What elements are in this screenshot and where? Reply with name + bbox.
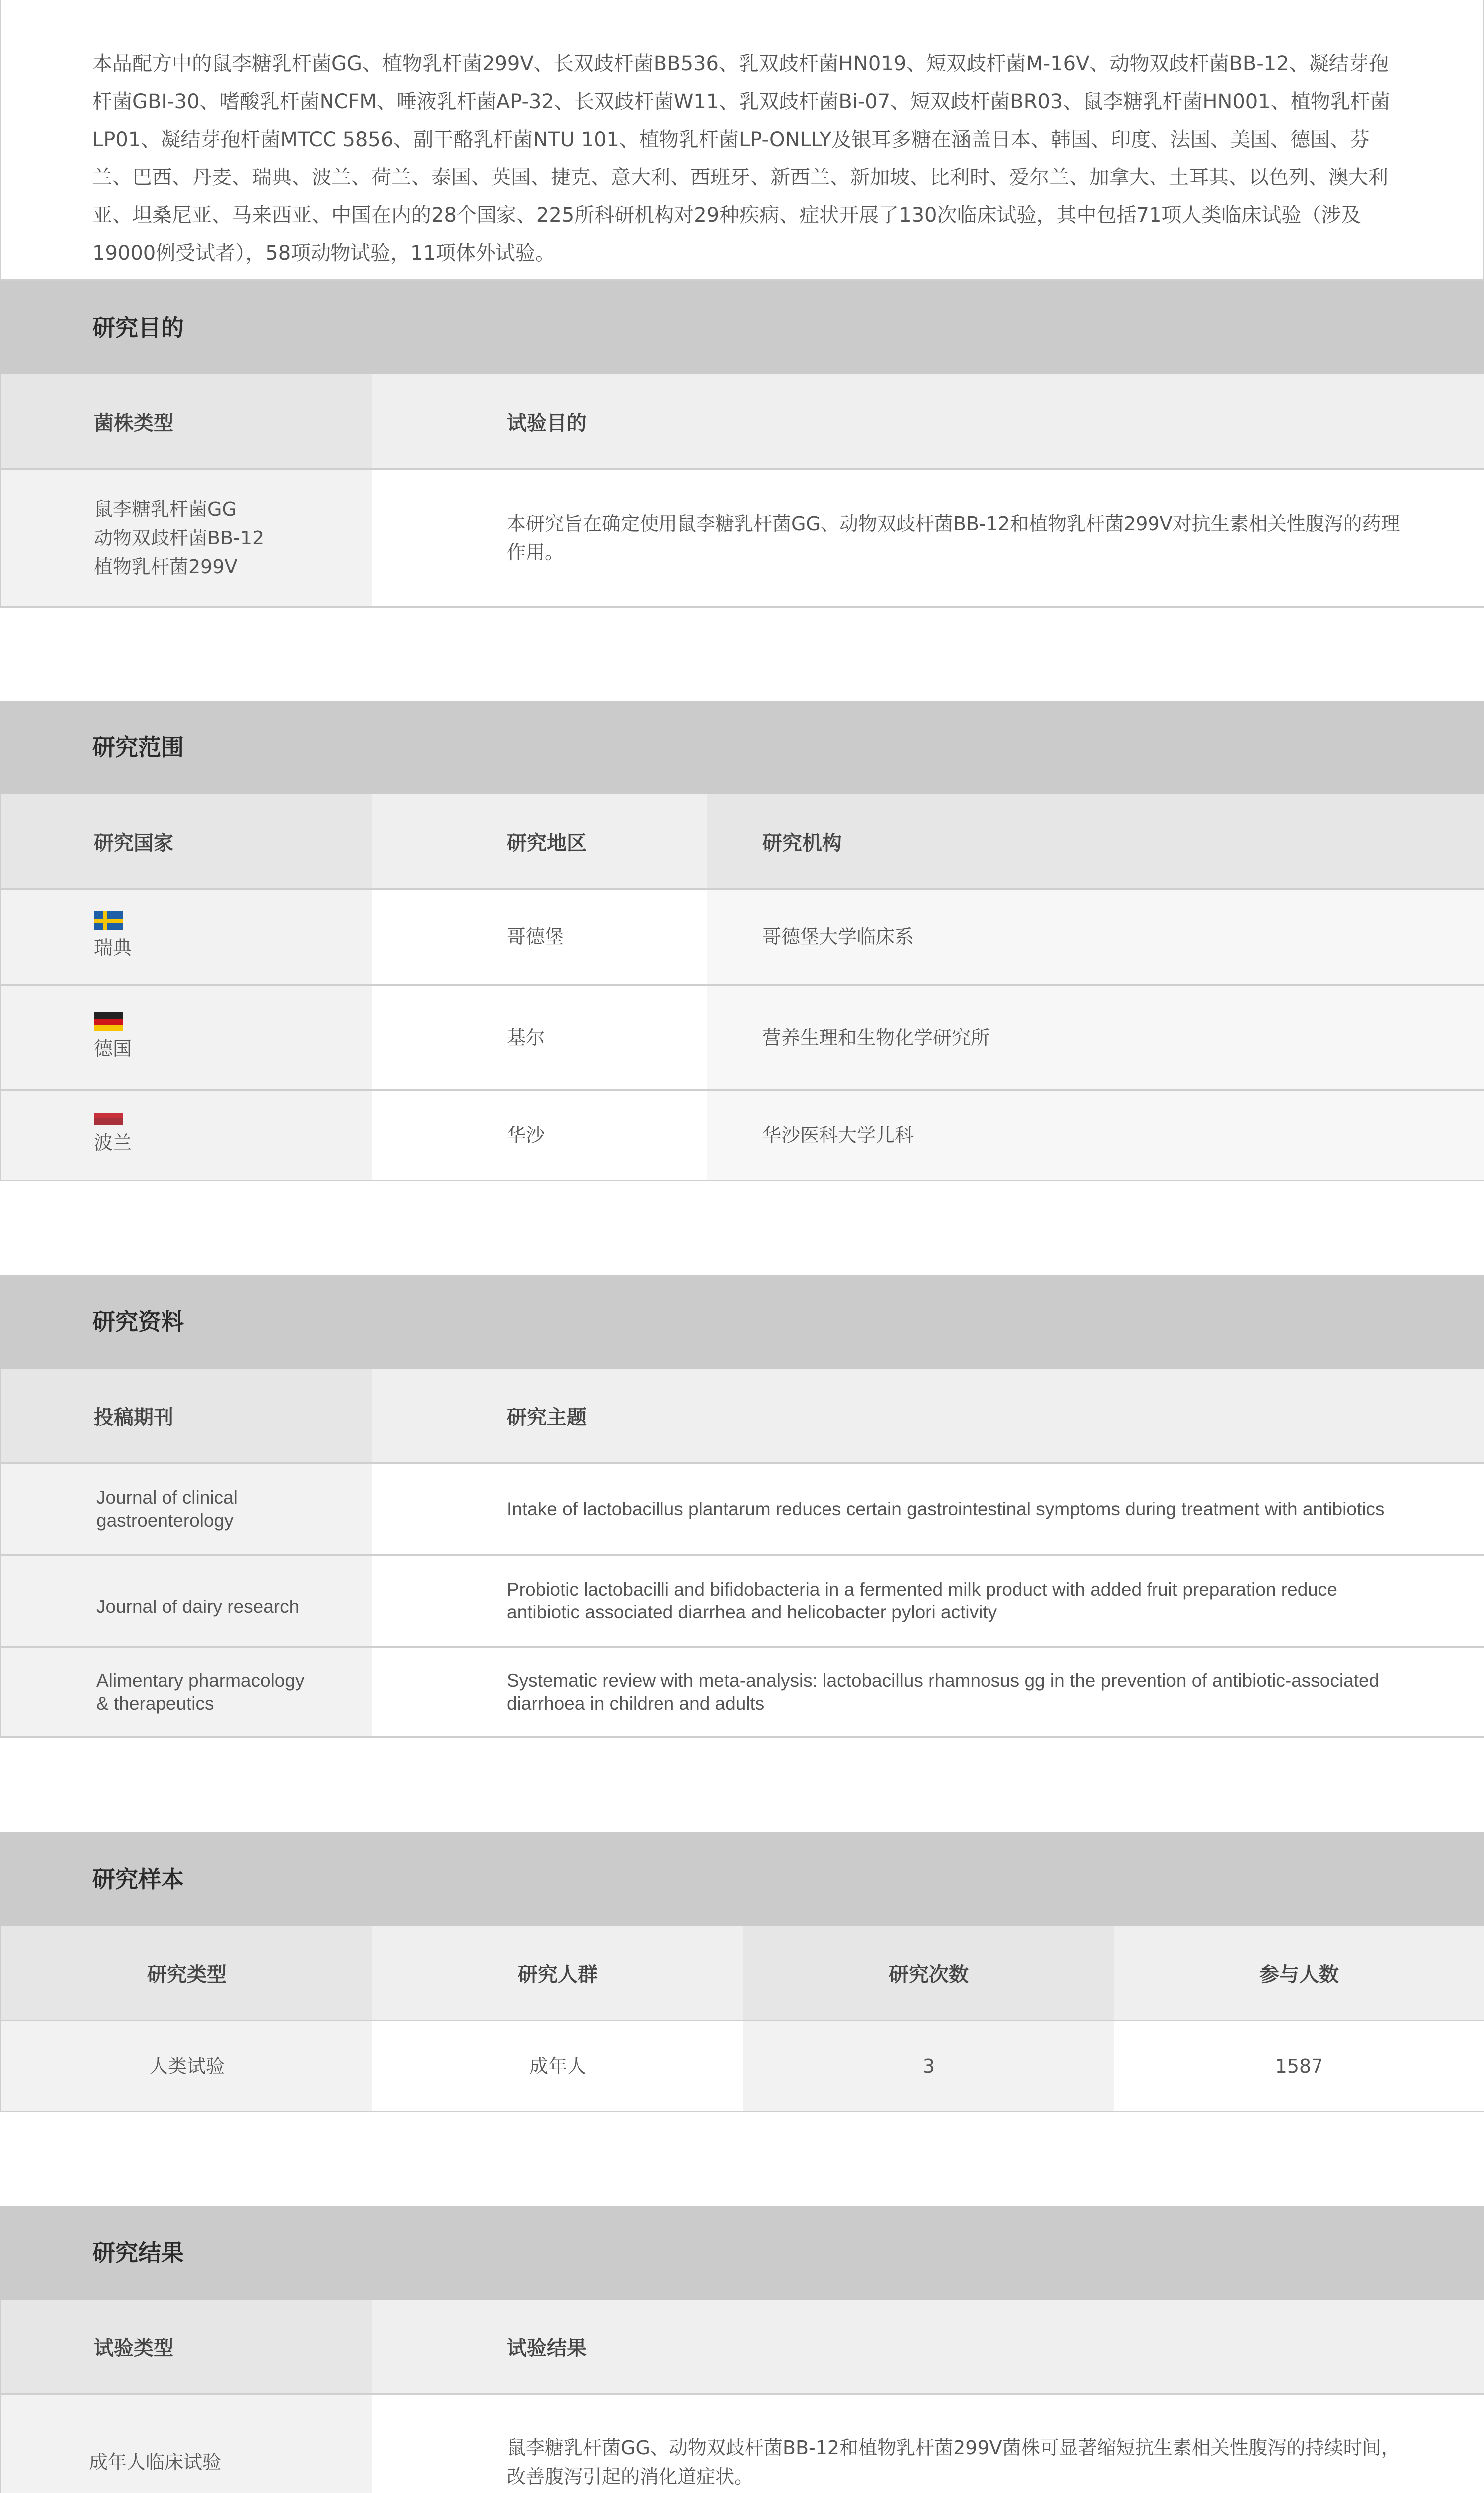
region-name: 基尔 [507, 1027, 545, 1049]
sample-col-population [372, 1926, 743, 2020]
sample-participants-cell [1114, 2021, 1484, 2111]
materials-title: 研究资料 [92, 1308, 184, 1335]
strain-item: 动物双歧杆菌BB-12 [94, 527, 265, 549]
purpose-title: 研究目的 [92, 314, 184, 341]
purpose-goal-text: 本研究旨在确定使用鼠李糖乳杆菌GG、动物双歧杆菌BB-12和植物乳杆菌299V对抗生素相关性腹泻的药理作用。 [507, 513, 1400, 563]
country-name: 瑞典 [94, 937, 132, 959]
scope-col-institution [707, 794, 1484, 888]
purpose-col-goal-label: 试验目的 [507, 411, 587, 435]
region-name: 华沙 [507, 1124, 545, 1146]
sample-col-count [743, 1926, 1114, 2020]
topic-text: Probiotic lactobacilli and bifidobacteria in a fermented milk product with added fruit preparation reduce antibiotic associated diarrhea and helicobacter pylori activity [507, 1579, 1337, 1622]
sample-population-value: 成年人 [529, 2055, 586, 2077]
results-col-type [1, 2300, 372, 2393]
purpose-section-header [0, 281, 1484, 374]
sample-count-cell [743, 2021, 1114, 2111]
materials-table [0, 1369, 1484, 1738]
sample-col-type-label: 研究类型 [147, 1963, 227, 1986]
scope-col-country [1, 794, 372, 888]
scope-col-country-label: 研究国家 [94, 831, 173, 855]
institution-name: 营养生理和生物化学研究所 [762, 1027, 990, 1049]
sample-col-type [1, 1926, 372, 2020]
scope-row-institution [707, 1091, 1484, 1180]
sample-col-count-label: 研究次数 [889, 1963, 969, 1986]
materials-col-journal [1, 1369, 372, 1462]
journal-name-line2: & therapeutics [96, 1693, 214, 1714]
germany-flag-icon [94, 1012, 123, 1031]
purpose-col-strain-label: 菌株类型 [94, 411, 173, 435]
results-title: 研究结果 [92, 2239, 184, 2266]
country-name: 德国 [94, 1038, 132, 1060]
results-result-text: 鼠李糖乳杆菌GG、动物双歧杆菌BB-12和植物乳杆菌299V菌株可显著缩短抗生素相关性腹泻的持续时间，改善腹泻引起的消化道症状。 [507, 2437, 1400, 2488]
topic-cell [372, 1556, 1484, 1646]
region-name: 哥德堡 [507, 926, 564, 948]
scope-title: 研究范围 [92, 734, 184, 761]
topic-cell [372, 1464, 1484, 1554]
sweden-flag-icon [94, 911, 123, 930]
scope-col-region [372, 794, 707, 888]
results-table [0, 2300, 1484, 2493]
scope-row-institution [707, 890, 1484, 984]
results-col-result [372, 2300, 1484, 2393]
scope-table [0, 794, 1484, 1181]
results-col-result-label: 试验结果 [507, 2336, 587, 2360]
scope-row-country [1, 986, 372, 1089]
journal-cell [1, 1648, 372, 1736]
topic-text: Systematic review with meta-analysis: lactobacillus rhamnosus gg in the prevention of antibiotic-associated diarrhoea in children and adults [507, 1670, 1380, 1714]
purpose-col-goal [372, 374, 1484, 468]
journal-name: Journal of dairy research [96, 1597, 300, 1617]
journal-cell [1, 1464, 372, 1554]
sample-section-header [0, 1832, 1484, 1926]
scope-row-country [1, 890, 372, 984]
sample-population-cell [372, 2021, 743, 2111]
sample-col-participants-label: 参与人数 [1259, 1963, 1339, 1986]
scope-row-institution [707, 986, 1484, 1089]
scope-row-region [372, 890, 707, 984]
sample-col-participants [1114, 1926, 1484, 2020]
topic-text: Intake of lactobacillus plantarum reduces certain gastrointestinal symptoms during treatment with antibiotics [507, 1498, 1385, 1519]
purpose-goal-cell [372, 470, 1484, 606]
materials-col-topic-label: 研究主题 [507, 1406, 587, 1429]
purpose-table [0, 374, 1484, 608]
scope-col-institution-label: 研究机构 [762, 831, 842, 855]
journal-name: Journal of clinical gastroenterology [96, 1487, 238, 1531]
scope-col-region-label: 研究地区 [507, 831, 587, 855]
sample-participants-value: 1587 [1275, 2055, 1323, 2077]
scope-row-region [372, 1091, 707, 1180]
sample-col-population-label: 研究人群 [518, 1963, 598, 1986]
results-result-cell [372, 2395, 1484, 2493]
country-name: 波兰 [94, 1132, 132, 1154]
materials-section-header [0, 1275, 1484, 1369]
journal-cell [1, 1556, 372, 1646]
strain-item: 鼠李糖乳杆菌GG [94, 498, 237, 520]
materials-col-topic [372, 1369, 1484, 1462]
sample-table [0, 1926, 1484, 2112]
purpose-strain-cell [1, 470, 372, 606]
results-type-value: 成年人临床试验 [89, 2451, 222, 2473]
intro-box [0, 0, 1484, 281]
results-type-cell [1, 2395, 372, 2493]
purpose-col-strain [1, 374, 372, 468]
poland-flag-icon [94, 1113, 123, 1125]
sample-type-value: 人类试验 [149, 2055, 225, 2077]
results-section-header [0, 2206, 1484, 2300]
strain-item: 植物乳杆菌299V [94, 556, 238, 578]
sample-title: 研究样本 [92, 1866, 184, 1893]
institution-name: 哥德堡大学临床系 [762, 926, 914, 948]
materials-col-journal-label: 投稿期刊 [94, 1406, 173, 1429]
institution-name: 华沙医科大学儿科 [762, 1124, 914, 1146]
scope-section-header [0, 701, 1484, 794]
sample-count-value: 3 [922, 2055, 935, 2077]
sample-type-cell [1, 2021, 372, 2111]
scope-row-country [1, 1091, 372, 1180]
journal-name: Alimentary pharmacology [96, 1670, 305, 1691]
scope-row-region [372, 986, 707, 1089]
intro-text: 本品配方中的鼠李糖乳杆菌GG、植物乳杆菌299V、长双歧杆菌BB536、乳双歧杆菌HN019、短双歧杆菌M-16V、动物双歧杆菌BB-12、凝结芽孢杆菌GBI-30、嗜酸乳杆菌NCFM、唾液乳杆菌AP-32、长双歧杆菌W11、乳双歧杆菌Bi-07、短双歧杆菌BR03、鼠李糖乳杆菌HN001、植物乳杆菌LP01、凝结芽孢杆菌MTCC 5856、副干酪乳杆菌NTU 101、植物乳杆菌LP-ONLLY及银耳多糖在涵盖日本、韩国、印度、法国、美国、德国、芬兰、巴西、丹麦、瑞典、波兰、荷兰、泰国、英国、捷克、意大利、西班牙、新西兰、新加坡、比利时、爱尔兰、加拿大、土耳其、以色列、澳大利亚、坦桑尼亚、马来西亚、中国在内的28个国家、225所科研机构对29种疾病、症状开展了130次临床试验，其中包括71项人类临床试验（涉及19000例受试者），58项动物试验，11项体外试验。 [92, 52, 1390, 265]
results-col-type-label: 试验类型 [94, 2336, 173, 2360]
topic-cell [372, 1648, 1484, 1736]
